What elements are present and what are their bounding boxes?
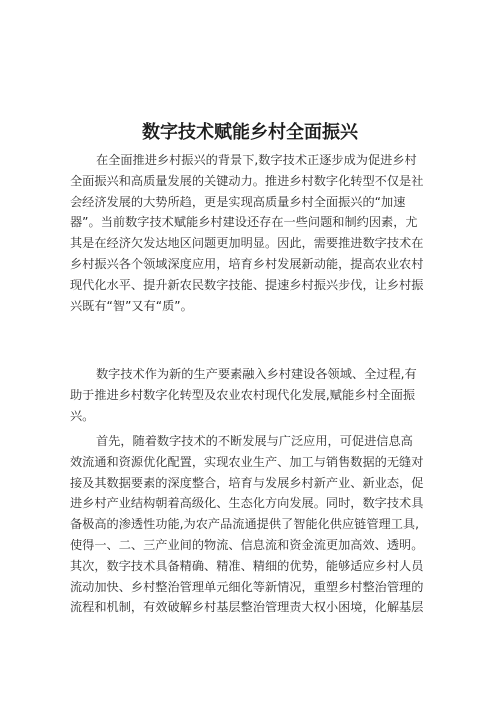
text-line: 其是在经济欠发达地区问题更加明显。因此，需要推进数字技术在 (70, 236, 424, 251)
text-line: 数字技术作为新的生产要素融入乡村建设各领域、全过程,有 (96, 367, 417, 381)
text-line: 助于推进乡村数字化转型及农业农村现代化发展,赋能乡村全面振 (70, 387, 416, 402)
text-line: 乡村振兴各个领域深度应用，培育乡村发展新动能，提高农业农村 (70, 256, 424, 271)
article-title: 数字技术赋能乡村全面振兴 (142, 122, 358, 143)
text-line: 首先，随着数字技术的不断发展与广泛应用，可促进信息高 (96, 434, 413, 448)
text-line: 效流通和资源优化配置，实现农业生产、加工与销售数据的无缝对 (70, 454, 424, 469)
text-line: 全面振兴和高质量发展的关键动力。推进乡村数字化转型不仅是社 (70, 173, 424, 188)
paragraph-3 (70, 431, 434, 618)
text-line: 兴既有“智”又有“质”。 (70, 298, 193, 313)
text-line: 在全面推进乡村振兴的背景下,数字技术正逐步成为促进乡村 (96, 153, 417, 167)
text-line: 其次，数字技术具备精确、精准、精细的优势，能够适应乡村人员 (70, 558, 424, 573)
text-line: 器”。当前数字技术赋能乡村建设还存在一些问题和制约因素，尤 (70, 215, 418, 230)
text-line: 兴。 (70, 408, 95, 423)
text-line: 备极高的渗透性功能,为农产品流通提供了智能化供应链管理工具, (70, 517, 419, 532)
paragraph-2 (70, 364, 434, 426)
text-line: 流程和机制，有效破解乡村基层整治管理责大权小困境，化解基层 (70, 600, 424, 615)
text-line: 接及其数据要素的深度整合，培育与发展乡村新产业、新业态，促 (70, 475, 424, 490)
text-line: 进乡村产业结构朝着高级化、生态化方向发展。同时，数字技术具 (70, 496, 424, 511)
text-line: 使得一、二、三产业间的物流、信息流和资金流更加高效、透明。 (70, 537, 424, 552)
paragraph-1 (70, 150, 434, 316)
text-line: 流动加快、乡村整治管理单元细化等新情况，重塑乡村整治管理的 (70, 579, 424, 594)
text-line: 会经济发展的大势所趋，更是实现高质量乡村全面振兴的“加速 (70, 194, 406, 209)
text-line: 现代化水平、提升新农民数字技能、提速乡村振兴步伐，让乡村振 (70, 277, 424, 292)
